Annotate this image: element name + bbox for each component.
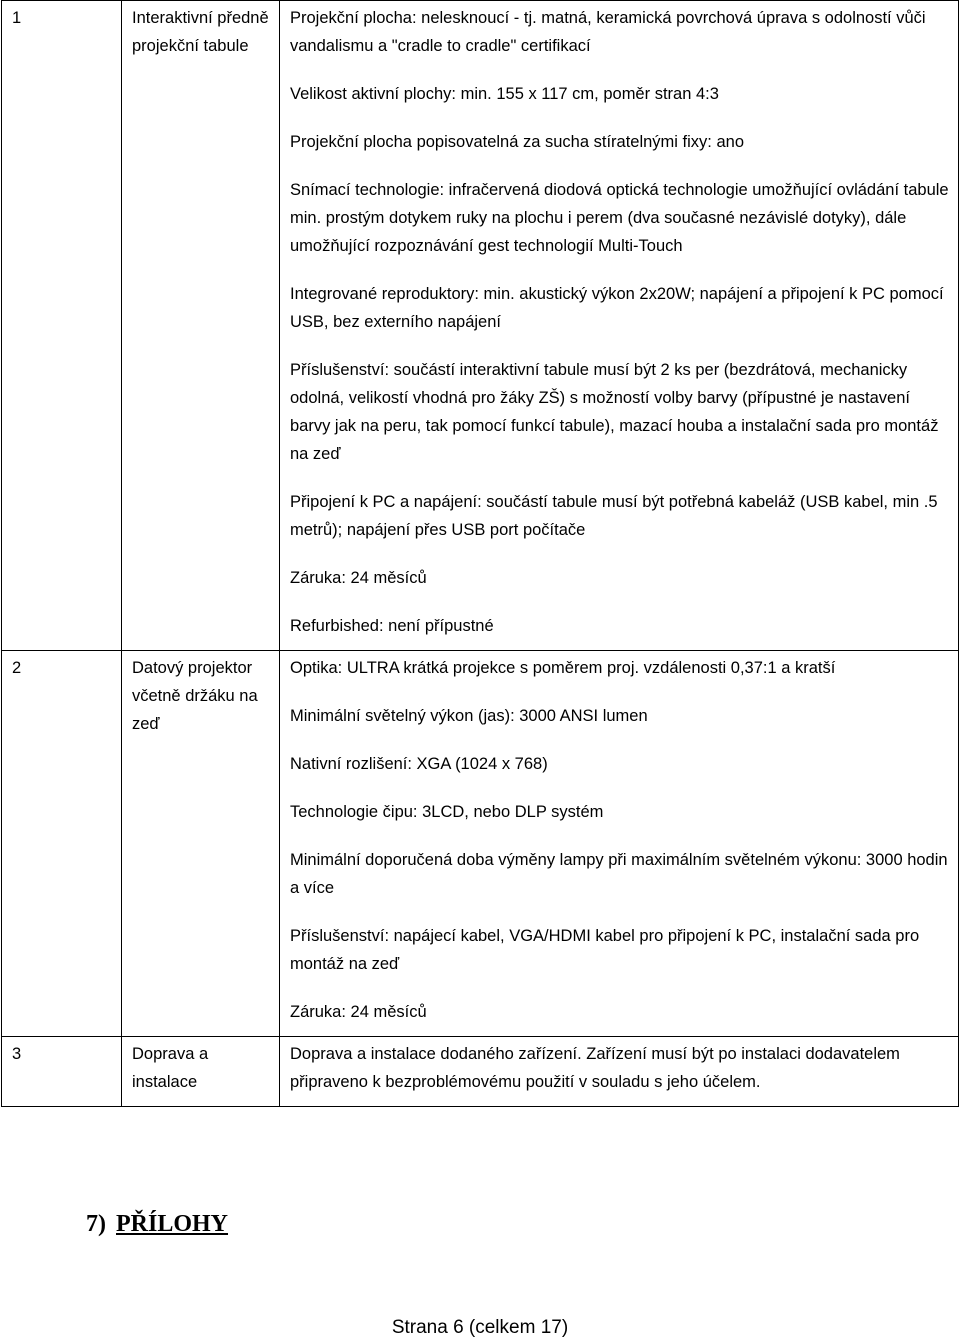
page-footer: Strana 6 (celkem 17): [391, 1317, 569, 1338]
spec-line: Integrované reproduktory: min. akustický výkon 2x20W; napájení a připojení k PC pomocí USB, bez externího napájení: [290, 285, 944, 331]
section-heading: [86, 1208, 228, 1240]
spec-line: Záruka: 24 měsíců: [290, 569, 427, 587]
spec-line: Nativní rozlišení: XGA (1024 x 768): [290, 755, 548, 773]
spec-line: Snímací technologie: infračervená diodová optická technologie umožňující ovládání tabule min. prostým dotykem ruky na plochu i perem (dva současné nezávislé dotyky), dále umožňující rozpoznávání gest technologií Multi-Touch: [290, 181, 949, 255]
spec-line: Refurbished: není přípustné: [290, 617, 494, 635]
spec-line: Připojení k PC a napájení: součástí tabule musí být potřebná kabeláž (USB kabel, min .5 metrů); napájení přes USB port počítače: [290, 493, 938, 539]
item-specs: [280, 651, 959, 1037]
spec-line: Doprava a instalace dodaného zařízení. Zařízení musí být po instalaci dodavatelem připraveno k bezproblémovému použití v souladu s jeho účelem.: [290, 1045, 900, 1091]
item-name: Doprava a instalace: [122, 1037, 280, 1107]
specification-table: [1, 0, 959, 1107]
section-number: 7): [86, 1211, 106, 1237]
item-name: Datový projektor včetně držáku na zeď: [122, 651, 280, 1037]
spec-line: Projekční plocha: nelesknoucí - tj. matná, keramická povrchová úprava s odolností vůči vandalismu a "cradle to cradle" certifikací: [290, 9, 926, 55]
table-row: [2, 651, 959, 1037]
spec-line: Optika: ULTRA krátká projekce s poměrem proj. vzdálenosti 0,37:1 a kratší: [290, 659, 836, 677]
spec-line: Příslušenství: napájecí kabel, VGA/HDMI kabel pro připojení k PC, instalační sada pro montáž na zeď: [290, 927, 920, 973]
section-title: PŘÍLOHY: [116, 1211, 229, 1237]
spec-line: Projekční plocha popisovatelná za sucha stíratelnými fixy: ano: [290, 133, 744, 151]
item-specs: [280, 1037, 959, 1107]
item-specs: [280, 1, 959, 651]
spec-line: Minimální doporučená doba výměny lampy při maximálním světelném výkonu: 3000 hodin a více: [290, 851, 948, 897]
spec-line: Technologie čipu: 3LCD, nebo DLP systém: [290, 803, 604, 821]
spec-line: Příslušenství: součástí interaktivní tabule musí být 2 ks per (bezdrátová, mechanicky odolná, velikostí vhodná pro žáky ZŠ) s možností volby barvy (přípustné je nastavení barvy jak na peru, tak pomocí funkcí tabule), mazací houba a instalační sada pro montáž na zeď: [290, 361, 939, 463]
spec-line: Velikost aktivní plochy: min. 155 x 117 cm, poměr stran 4:3: [290, 85, 719, 103]
item-name: Interaktivní předně projekční tabule: [122, 1, 280, 651]
row-number: 1: [2, 1, 122, 651]
table-row: [2, 1, 959, 651]
row-number: 2: [2, 651, 122, 1037]
spec-line: Minimální světelný výkon (jas): 3000 ANSI lumen: [290, 707, 648, 725]
row-number: 3: [2, 1037, 122, 1107]
spec-line: Záruka: 24 měsíců: [290, 1003, 427, 1021]
table-row: [2, 1037, 959, 1107]
